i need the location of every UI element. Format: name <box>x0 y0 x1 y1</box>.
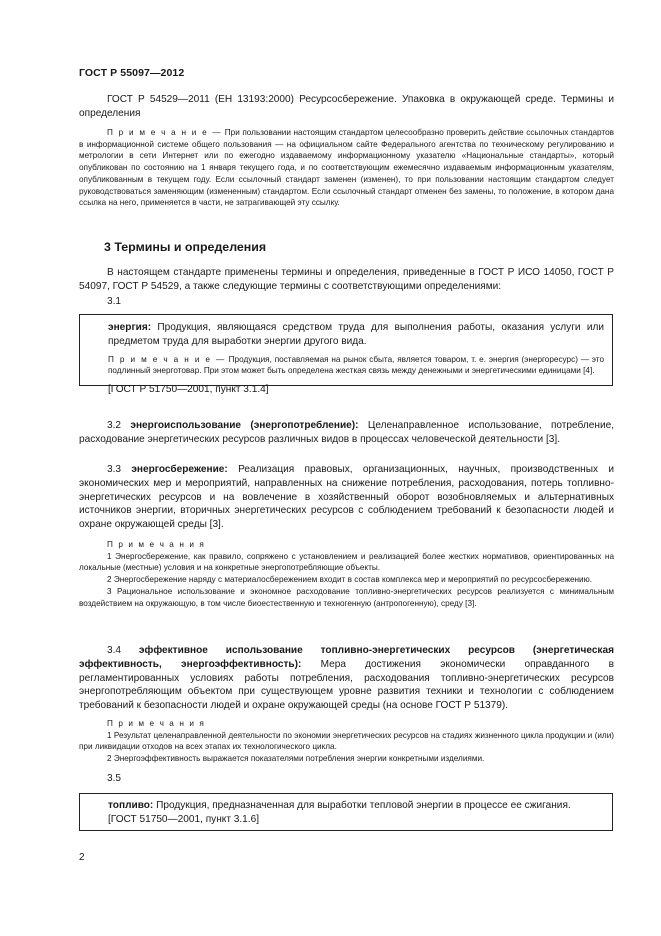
page-number: 2 <box>79 852 85 863</box>
term-3-5-box <box>79 793 613 831</box>
term-3-2: 3.2 энергоиспользование (энергопотребление): Целенаправленное использование, потребление, расходование энергетических ресурсов различных видов в процессах человеческой деятельности [3]. <box>79 420 615 445</box>
term-3-4: 3.4 эффективное использование топливно-энергетических ресурсов (энергетическая эффективность, энергоэффективность): Мера достижения экономически оправданного в регламентированных условиях работы потребления, расходования топливно-энергетических ресурсов энергопотребляющим объектом при существующем уровне развития техники и технологии с соблюдением требований к безопасности людей и охране окружающей среды (на основе ГОСТ Р 51379). <box>79 645 614 712</box>
term-3-5-source: [ГОСТ 51750—2001, пункт 3.1.6] <box>108 813 260 825</box>
intro-note-text: При пользовании настоящим стандартом целесообразно проверить действие ссылочных стандартов в информационной системе общего пользования — на официальном сайте Федерального агентства по техническому регулированию и метрологии в сети Интернет или по ежегодно издаваемому информационному указателю «Национальные стандарты», который опубликован по состоянию на 1 января текущего года, и по соответствующим ежемесячно издаваемым информационным указателям, опубликованным в текущем году. Если ссылочный стандарт заменен (изменен), то при пользовании настоящим стандартом следует руководствоваться заменяющим (измененным) стандартом. Если ссылочный стандарт отменен без замены, то положение, в котором дана ссылка на него, применяется в части, не затрагивающей эту ссылку. <box>79 128 614 208</box>
term-3-4-note-1: 1 Результат целенаправленной деятельности по экономии энергетических ресурсов на стадиях жизненного цикла продукции и (или) при ликвидации отходов на всех этапах их технологического цикла. <box>79 730 614 752</box>
term-3-3-note-2: 2 Энергосбережение наряду с материалосбережением входит в состав комплекса мер и мероприятий по ресурсосбережению. <box>107 575 593 585</box>
note-label: П р и м е ч а н и е — <box>107 128 223 137</box>
term-3-2-term: энергоиспользование (энергопотребление): <box>130 420 359 431</box>
normative-reference: ГОСТ Р 54529—2011 (ЕН 13193:2000) Ресурсосбережение. Упаковка в окружающей среде. Термины и определения <box>79 94 614 119</box>
term-3-3-term: энергосбережение: <box>131 464 228 475</box>
term-3-3: 3.3 энергосбережение: Реализация правовых, организационных, научных, производственных и экономических мер и мероприятий, направленных на снижение потребления, расходования, потерь топливно-энергетических ресурсов и на вовлечение в хозяйственный оборот возобновляемых и альтернативных источников энергии, вторичных энергетических ресурсов с соблюдением требований к безопасности людей и охране окружающей среды [3]. <box>79 464 614 531</box>
term-3-3-note-1: 1 Энергосбережение, как правило, сопряжено с установлением и реализацией более жестких нормативов, ориентированных на локальные (местные) условия и на конкретные энергопотребляющие объекты. <box>79 551 614 573</box>
term-3-1-source: [ГОСТ Р 51750—2001, пункт 3.1.4] <box>108 384 269 395</box>
term-3-3-note-3: 3 Рациональное использование и экономное расходование топливно-энергетических ресурсов реализуется с минимальным воздействием на окружающую, в том числе биоестественную и техногенную (антропогенную), среду [3]. <box>79 586 614 608</box>
intro-note <box>79 127 614 209</box>
term-3-1-note: П р и м е ч а н и е — Продукция, поставляемая на рынок сбыта, является товаром, т. е. энергия (энергоресурс) — это подлинный энерготовар. При этом может быть определена жесткая связь между денежными и энергетическими единицами [4]. <box>108 354 604 376</box>
term-3-3-notes <box>79 539 614 609</box>
term-3-4-note-2: 2 Энергоэффективность выражается показателями потребления энергии конкретными изделиями. <box>107 754 485 764</box>
term-3-5-definition: топливо: Продукция, предназначенная для выработки тепловой энергии в процессе ее сжигания. <box>108 800 571 811</box>
section-intro: В настоящем стандарте применены термины и определения, приведенные в ГОСТ Р ИСО 14050, ГОСТ Р 54097, ГОСТ Р 54529, а также следующие термины с соответствующими определениями: <box>79 267 614 292</box>
term-3-1-box <box>79 314 613 395</box>
section-title: 3 Термины и определения <box>104 240 267 254</box>
term-3-4-notes: П р и м е ч а н и я 1 Результат целенаправленной деятельности по экономии энергетических ресурсов на стадиях жизненного цикла продукции и (или) при ликвидации отходов на всех этапах их технологического цикла. 2 Энергоэффективность выражается показателями потребления энергии конкретными изделиями. <box>79 719 614 764</box>
notes-label: П р и м е ч а н и я <box>107 540 206 549</box>
term-3-4-term: эффективное использование топливно-энергетических ресурсов (энергетическая эффективность, энергоэффективность): <box>79 645 614 670</box>
term-3-5-term: топливо: <box>108 800 154 811</box>
term-3-5-number: 3.5 <box>107 773 122 784</box>
term-3-1-definition: энергия: Продукция, являющаяся средством труда для выполнения работы, оказания услуги или предметом труда для выработки энергии другого вида. <box>108 322 604 347</box>
term-3-1-number: 3.1 <box>107 296 122 307</box>
term-3-1-term: энергия: <box>108 322 152 333</box>
page-header: ГОСТ Р 55097—2012 <box>79 67 185 79</box>
